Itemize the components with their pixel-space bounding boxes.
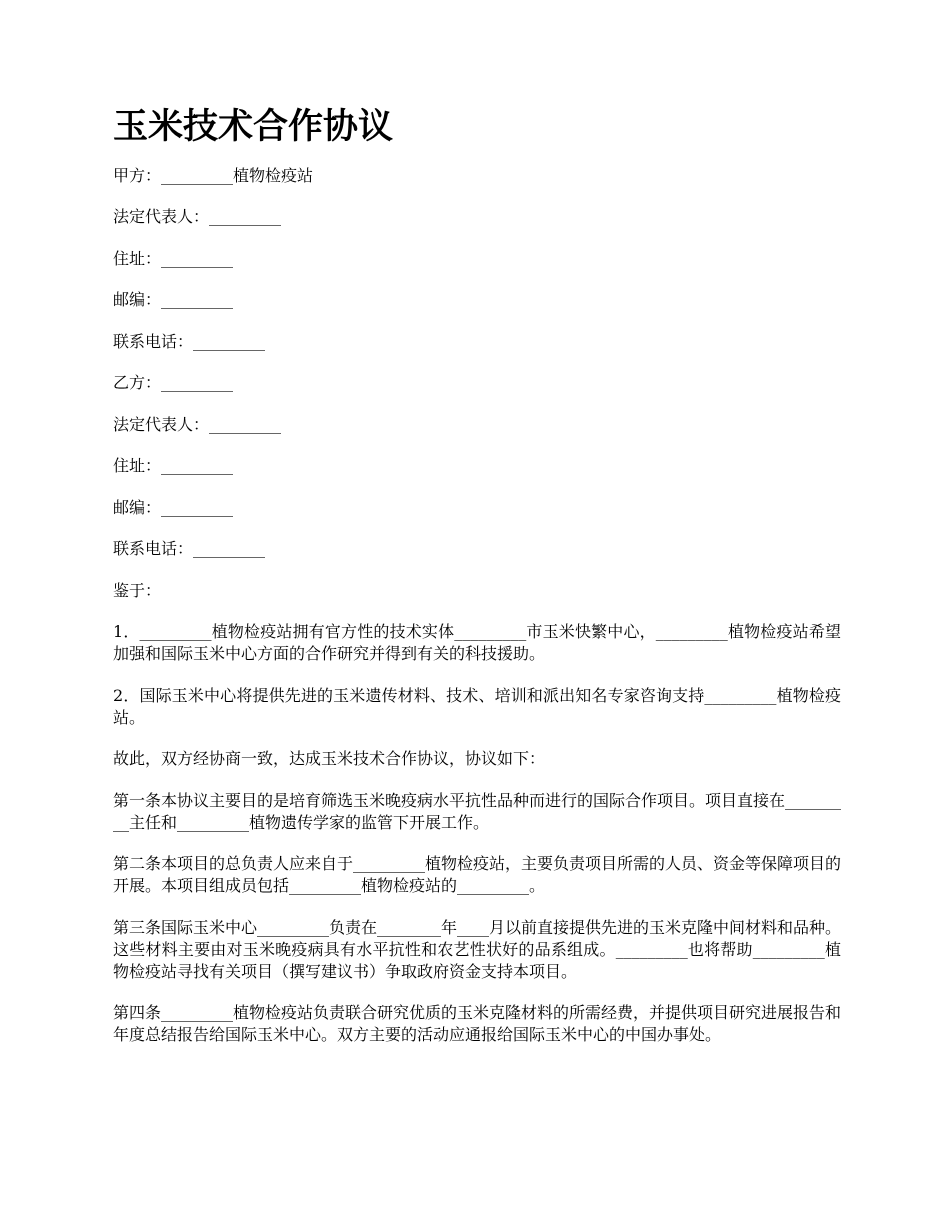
document-page (113, 108, 841, 1066)
party-b-address: 住址：_________ (113, 456, 234, 475)
party-b-postcode: 邮编：_________ (113, 497, 234, 517)
agreement-intro: 故此，双方经协商一致，达成玉米技术合作协议，协议如下： (113, 749, 546, 768)
article-3: 第三条国际玉米中心_________负责在________年____月以前直接提供先进的玉米克隆中间材料和品种。这些材料主要由对玉米晚疫病具有水平抗性和农艺性状好的品系组成。_________也将帮助_________植物检疫站寻找有关项目（撰写建议书）争取政府资金支持本项目。 (113, 917, 842, 981)
recital-2: 2．国际玉米中心将提供先进的玉米遗传材料、技术、培训和派出知名专家咨询支持_________植物检疫站。 (113, 685, 841, 727)
party-b-name: 乙方：_________ (113, 373, 234, 392)
party-b-legal-rep: 法定代表人：_________ (113, 414, 282, 434)
party-a-postcode: 邮编：_________ (113, 290, 234, 309)
whereas-label: 鉴于： (113, 580, 162, 600)
party-a-legal-rep: 法定代表人：_________ (113, 207, 282, 226)
party-a-address: 住址：_________ (113, 248, 234, 268)
party-a-name: 甲方：_________植物检疫站 (113, 165, 314, 185)
recital-1: 1．_________植物检疫站拥有官方性的技术实体_________市玉米快繁中心，_________植物检疫站希望加强和国际玉米中心方面的合作研究并得到有关的科技援助。 (113, 622, 841, 663)
party-a-phone: 联系电话：_________ (113, 331, 266, 351)
document-title: 玉米技术合作协议 (113, 106, 394, 147)
article-2: 第二条本项目的总负责人应来自于_________植物检疫站，主要负责项目所需的人员、资金等保障项目的开展。本项目组成员包括_________植物检疫站的_________。 (113, 854, 842, 895)
article-4: 第四条_________植物检疫站负责联合研究优质的玉米克隆材料的所需经费，并提供项目研究进展报告和年度总结报告给国际玉米中心。双方主要的活动应通报给国际玉米中心的中国办事处。 (113, 1003, 842, 1044)
party-b-phone: 联系电话：_________ (113, 539, 266, 558)
article-1: 第一条本协议主要目的是培育筛选玉米晚疫病水平抗性品种而进行的国际合作项目。项目直接在_________主任和_________植物遗传学家的监管下开展工作。 (113, 790, 842, 832)
